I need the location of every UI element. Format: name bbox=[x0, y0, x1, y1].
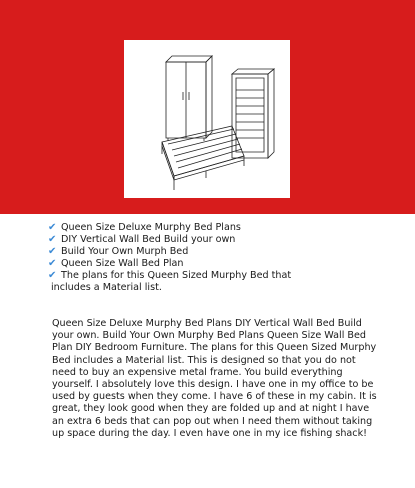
feature-item bbox=[48, 270, 408, 294]
check-icon: ✔ bbox=[48, 246, 57, 257]
check-icon: ✔ bbox=[48, 270, 57, 281]
check-icon: ✔ bbox=[48, 234, 57, 245]
feature-item bbox=[48, 234, 408, 246]
feature-item bbox=[48, 246, 408, 258]
feature-text-continuation: includes a Material list. bbox=[51, 282, 162, 293]
feature-item bbox=[48, 222, 408, 234]
check-icon: ✔ bbox=[48, 222, 57, 233]
feature-text: DIY Vertical Wall Bed Build your own bbox=[61, 234, 236, 245]
red-banner bbox=[0, 0, 415, 214]
feature-text: The plans for this Queen Sized Murphy Bed that bbox=[61, 270, 292, 281]
feature-text: Queen Size Wall Bed Plan bbox=[61, 258, 184, 269]
content-area bbox=[0, 214, 415, 488]
product-description: Queen Size Deluxe Murphy Bed Plans DIY Vertical Wall Bed Build your own. Build Your Own Murphy Bed Plans Queen Size Wall Bed Plan DIY Bedroom Furniture. The plans for this Queen Sized Murphy Bed includes a Material list. This is designed so that you do not need to buy an expensive metal frame. You build everything yourself. I absolutely love this design. I have one in my office to be used by guests when they come. I have 6 of these in my cabin. It is great, they look good when they are folded up and at night I have an extra 6 beds that can pop out when I need them without taking up space during the day. I even have one in my ice fishing shack! bbox=[52, 318, 377, 439]
feature-text: Queen Size Deluxe Murphy Bed Plans bbox=[61, 222, 241, 233]
murphy-bed-illustration bbox=[124, 40, 290, 198]
feature-item bbox=[48, 258, 408, 270]
check-icon: ✔ bbox=[48, 258, 57, 269]
feature-text: Build Your Own Murph Bed bbox=[61, 246, 189, 257]
feature-list bbox=[48, 222, 408, 294]
product-image bbox=[124, 40, 290, 198]
